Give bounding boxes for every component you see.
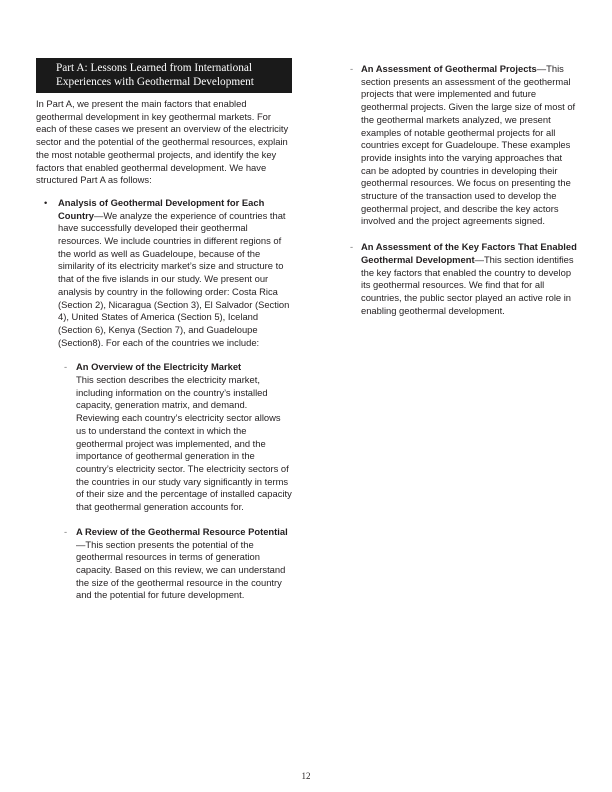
bullet-list [36, 197, 292, 349]
sub-item-text: —This section identifies the key factors that enabled the country to develop its geothermal resources. We find that for all countries, the public sector played an active role in enabling geothermal development. [361, 253, 574, 316]
sub-list-item [36, 526, 292, 602]
bullet-marker: • [44, 196, 48, 208]
sub-list-item [350, 63, 578, 228]
sub-item-title: An Assessment of the Key Factors That Enabled Geothermal Development [361, 241, 577, 265]
section-heading-banner [36, 58, 292, 93]
left-column [36, 58, 292, 614]
section-heading-line-2: Experiences with Geothermal Development [56, 76, 254, 88]
dash-marker: - [64, 361, 68, 373]
section-heading-line-1: Part A: Lessons Learned from International [56, 62, 253, 74]
list-item-title: Analysis of Geothermal Development for Each Country [58, 196, 265, 221]
sub-item-text: —This section presents an assessment of the geothermal projects that were implemented and future geothermal projects. Given the large size of most of the geothermal markets analyzed, we present examples of notable geothermal projects for all countries except for Guadeloupe. These examples provide insights into the varying approaches that can be adopted by countries in developing their geothermal resources. We focus on presenting the structure of the transaction used to develop the geothermal project, and describe the key actors involved and the project agreements signed. [361, 63, 576, 227]
sub-item-text: This section describes the electricity market, including information on the country’s installed capacity, generation matrix, and demand. Reviewing each country’s electricity sector allows us to understand the context in which the geothermal project was implemented, and the importance of geothermal generation in the country’s electricity sector. The electricity sectors of the countries in our study vary significantly in terms of their size and the percentage of installed capacity that geothermal generation accounts for. [76, 374, 292, 513]
page-number: 12 [301, 771, 311, 781]
sub-list [350, 63, 578, 317]
intro-paragraph: In Part A, we present the main factors that enabled geothermal development in key geothermal markets. For each of these cases we present an overview of the electricity sector and the potential of the geothermal resources, explain the most notable geothermal projects, and identify the key factors that enabled geothermal development. We have structured Part A as follows: [36, 98, 289, 186]
sub-item-title: An Overview of the Electricity Market [76, 361, 242, 373]
sub-list-item [350, 241, 578, 317]
dash-marker: - [350, 63, 354, 74]
sub-list [36, 361, 292, 602]
right-column [350, 63, 578, 330]
sub-item-text: —This section presents the potential of the geothermal resources in terms of generation capacity. Based on this review, we can understand the size of the geothermal resource in the country and the potential for future development. [76, 538, 286, 601]
list-item [36, 197, 292, 349]
dash-marker: - [64, 525, 68, 537]
list-item-text: —We analyze the experience of countries that have successfully developed their geothermal resources. We include countries in different regions of the world as well as Guadeloupe, because of the similarity of its electricity market’s size and structure to that of the five islands in our study. We present our analysis by country in the following order: Costa Rica (Section 2), Nicaragua (Section 3), El Salvador (Section 4), United States of America (Section 5), Iceland (Section 6), Kenya (Section 7), and Guadeloupe (Section8). For each of the countries we include: [58, 209, 290, 348]
dash-marker: - [350, 241, 354, 253]
sub-item-title: A Review of the Geothermal Resource Potential [76, 525, 288, 537]
sub-item-title: An Assessment of Geothermal Projects [361, 63, 537, 74]
sub-list-item [36, 361, 292, 513]
